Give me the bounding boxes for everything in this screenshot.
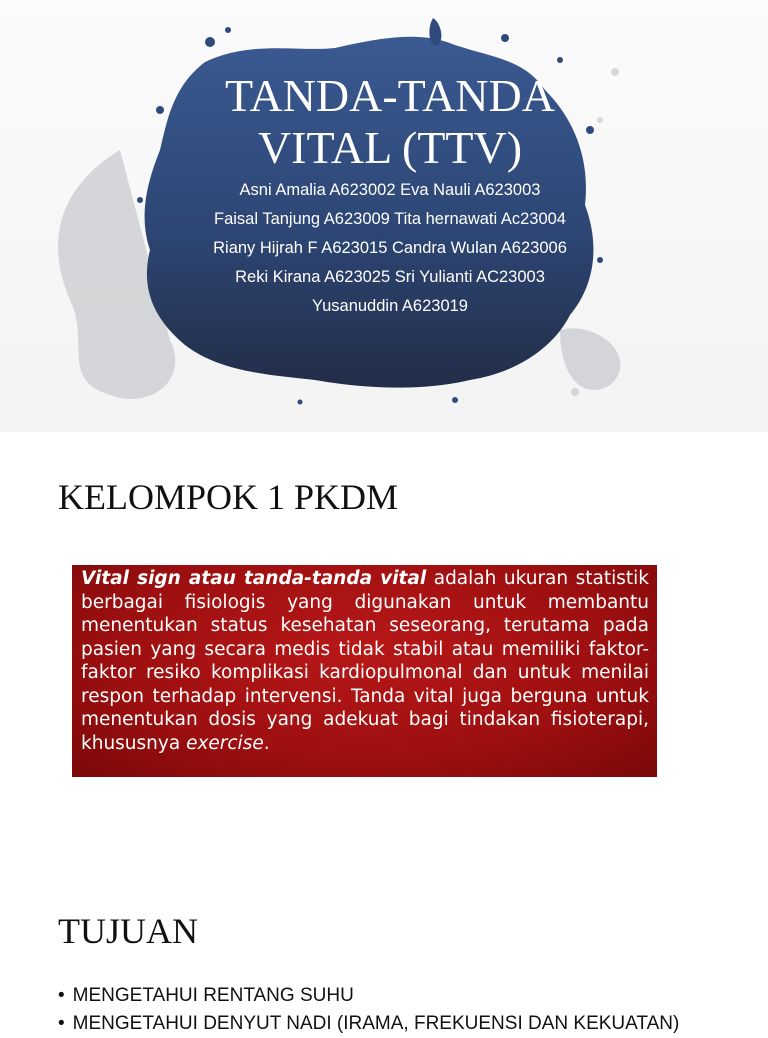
list-item-text: MENGETAHUI DENYUT NADI (IRAMA, FREKUENSI DAN KEKUATAN) [72,1013,680,1034]
bullet-icon: • [58,985,65,1006]
bullet-icon: • [58,1013,65,1034]
member-line: Riany Hijrah F A623015 Candra Wulan A623006 [213,239,567,257]
title-line-2: VITAL (TTV) [257,122,523,173]
member-line: Asni Amalia A623002 Eva Nauli A623003 [239,181,541,199]
member-line: Yusanuddin A623019 [312,297,468,315]
list-item-text: MENGETAHUI RENTANG SUHU [72,985,354,1006]
purpose-heading: TUJUAN [58,911,198,951]
slide-title [150,70,630,174]
list-item [58,982,679,1010]
definition-italic-term: exercise [186,732,264,754]
definition-end: . [263,732,270,754]
vital-sign-definition-box [72,565,657,777]
member-line: Reki Kirana A623025 Sri Yulianti AC23003 [235,268,545,286]
member-list [160,176,620,321]
title-line-1: TANDA-TANDA [225,70,555,121]
member-line: Faisal Tanjung A623009 Tita hernawati Ac23004 [214,210,566,228]
group-heading: KELOMPOK 1 PKDM [58,477,399,517]
purpose-list [58,982,679,1038]
definition-lead: Vital sign atau tanda-tanda vital [81,568,427,589]
list-item [58,1010,679,1038]
definition-body: adalah ukuran statistik berbagai fisiologis yang digunakan untuk membantu menentukan status kesehatan seseorang, terutama pada pasien yang secara medis tidak stabil atau memiliki faktor-faktor resiko komplikasi kardiopulmonal dan untuk menilai respon terhadap intervensi. Tanda vital juga berguna untuk menentukan dosis yang adekuat bagi tindakan fisioterapi, khususnya [81,568,649,754]
title-slide [0,0,768,432]
